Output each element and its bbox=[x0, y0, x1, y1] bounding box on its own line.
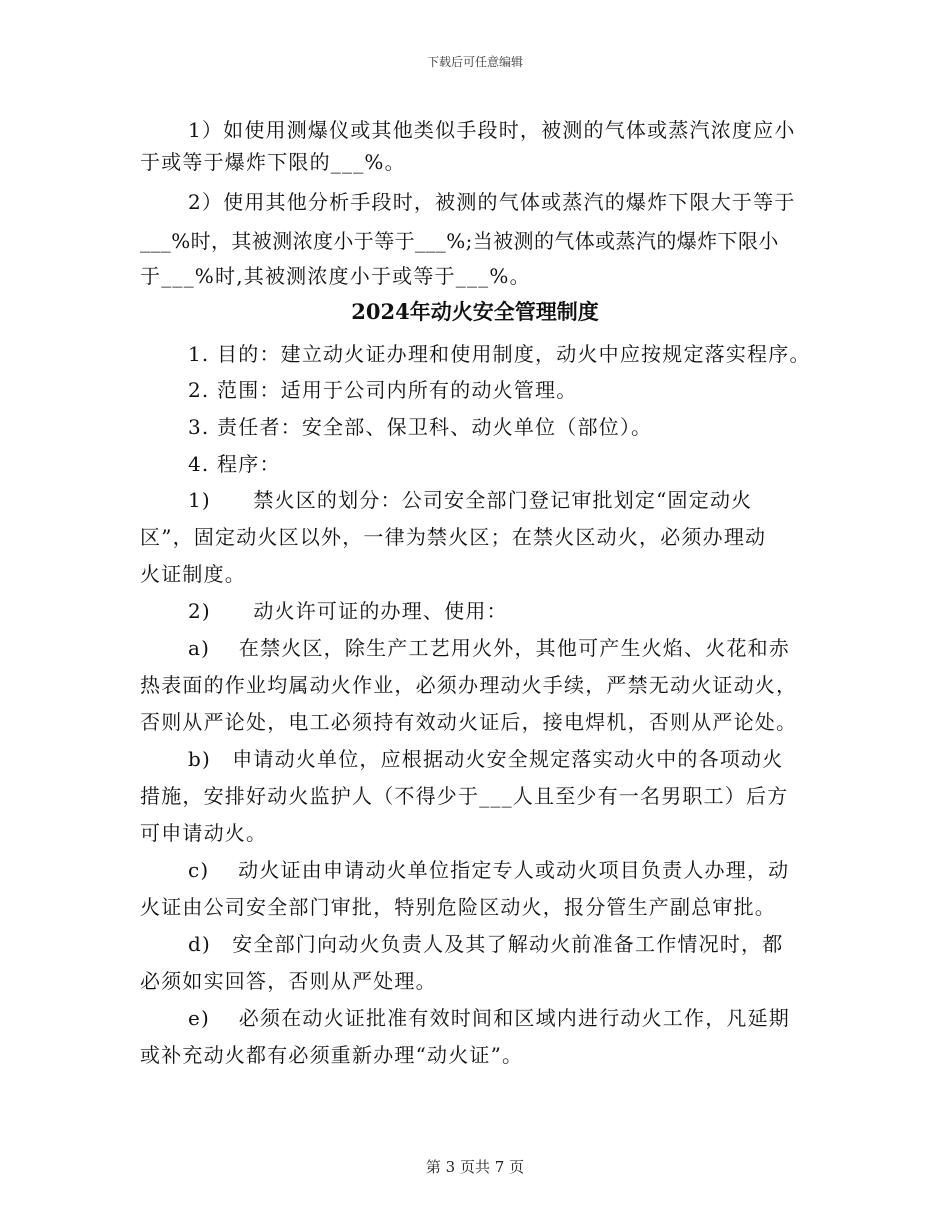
paragraph-line: d) 安全部门向动火负责人及其了解动火前准备工作情况时，都 bbox=[188, 932, 784, 956]
paragraph-line: 必须如实回答，否则从严处理。 bbox=[140, 969, 437, 993]
paragraph-line: 1）如使用测爆仪或其他类似手段时，被测的气体或蒸汽浓度应小 bbox=[188, 118, 796, 142]
paragraph-line: b) 申请动火单位，应根据动火安全规定落实动火中的各项动火 bbox=[188, 747, 784, 771]
paragraph-line: 否则从严论处，电工必须持有效动火证后，接电焊机，否则从严论处。 bbox=[140, 710, 798, 734]
paragraph-line: 2）使用其他分析手段时，被测的气体或蒸汽的爆炸下限大于等于 bbox=[188, 190, 796, 214]
paragraph-line: 火证制度。 bbox=[140, 562, 246, 586]
paragraph-line: ___%时，其被测浓度小于等于___%;当被测的气体或蒸汽的爆炸下限小 bbox=[140, 229, 779, 253]
paragraph-line: 区”，固定动火区以外，一律为禁火区；在禁火区动火，必须办理动 bbox=[140, 525, 767, 549]
page-header: 下载后可任意编辑 bbox=[426, 55, 523, 69]
paragraph-line: 或补充动火都有必须重新办理“动火证”。 bbox=[140, 1043, 524, 1067]
paragraph-line: 2. 范围：适用于公司内所有的动火管理。 bbox=[188, 378, 578, 402]
paragraph-line: 火证由公司安全部门审批，特别危险区动火，报分管生产副总审批。 bbox=[140, 895, 776, 919]
paragraph-line: 4. 程序： bbox=[188, 452, 281, 476]
paragraph-line: 1. 目的：建立动火证办理和使用制度，动火中应按规定落实程序。 bbox=[188, 342, 811, 366]
paragraph-line: 2) 动火许可证的办理、使用： bbox=[188, 599, 508, 623]
page-footer: 第 3 页共 7 页 bbox=[425, 1158, 525, 1176]
paragraph-line: 1) 禁火区的划分：公司安全部门登记审批划定“固定动火 bbox=[188, 488, 753, 512]
paragraph-line: 于___%时,其被测浓度小于或等于___%。 bbox=[140, 264, 531, 288]
paragraph-line: 3. 责任者：安全部、保卫科、动火单位（部位）。 bbox=[188, 415, 653, 439]
paragraph-line: 热表面的作业均属动火作业，必须办理动火手续，严禁无动火证动火， bbox=[140, 673, 798, 697]
paragraph-line: 于或等于爆炸下限的___%。 bbox=[140, 150, 406, 174]
document-title: 2024年动火安全管理制度 bbox=[351, 299, 599, 324]
paragraph-line: a) 在禁火区，除生产工艺用火外，其他可产生火焰、火花和赤 bbox=[188, 636, 791, 660]
paragraph-line: e) 必须在动火证批准有效时间和区域内进行动火工作，凡延期 bbox=[188, 1006, 790, 1030]
paragraph-line: 可申请动火。 bbox=[140, 821, 268, 845]
paragraph-line: c) 动火证由申请动火单位指定专人或动火项目负责人办理，动 bbox=[188, 858, 790, 882]
paragraph-line: 措施，安排好动火监护人（不得少于___人且至少有一名男职工）后方 bbox=[140, 784, 789, 808]
